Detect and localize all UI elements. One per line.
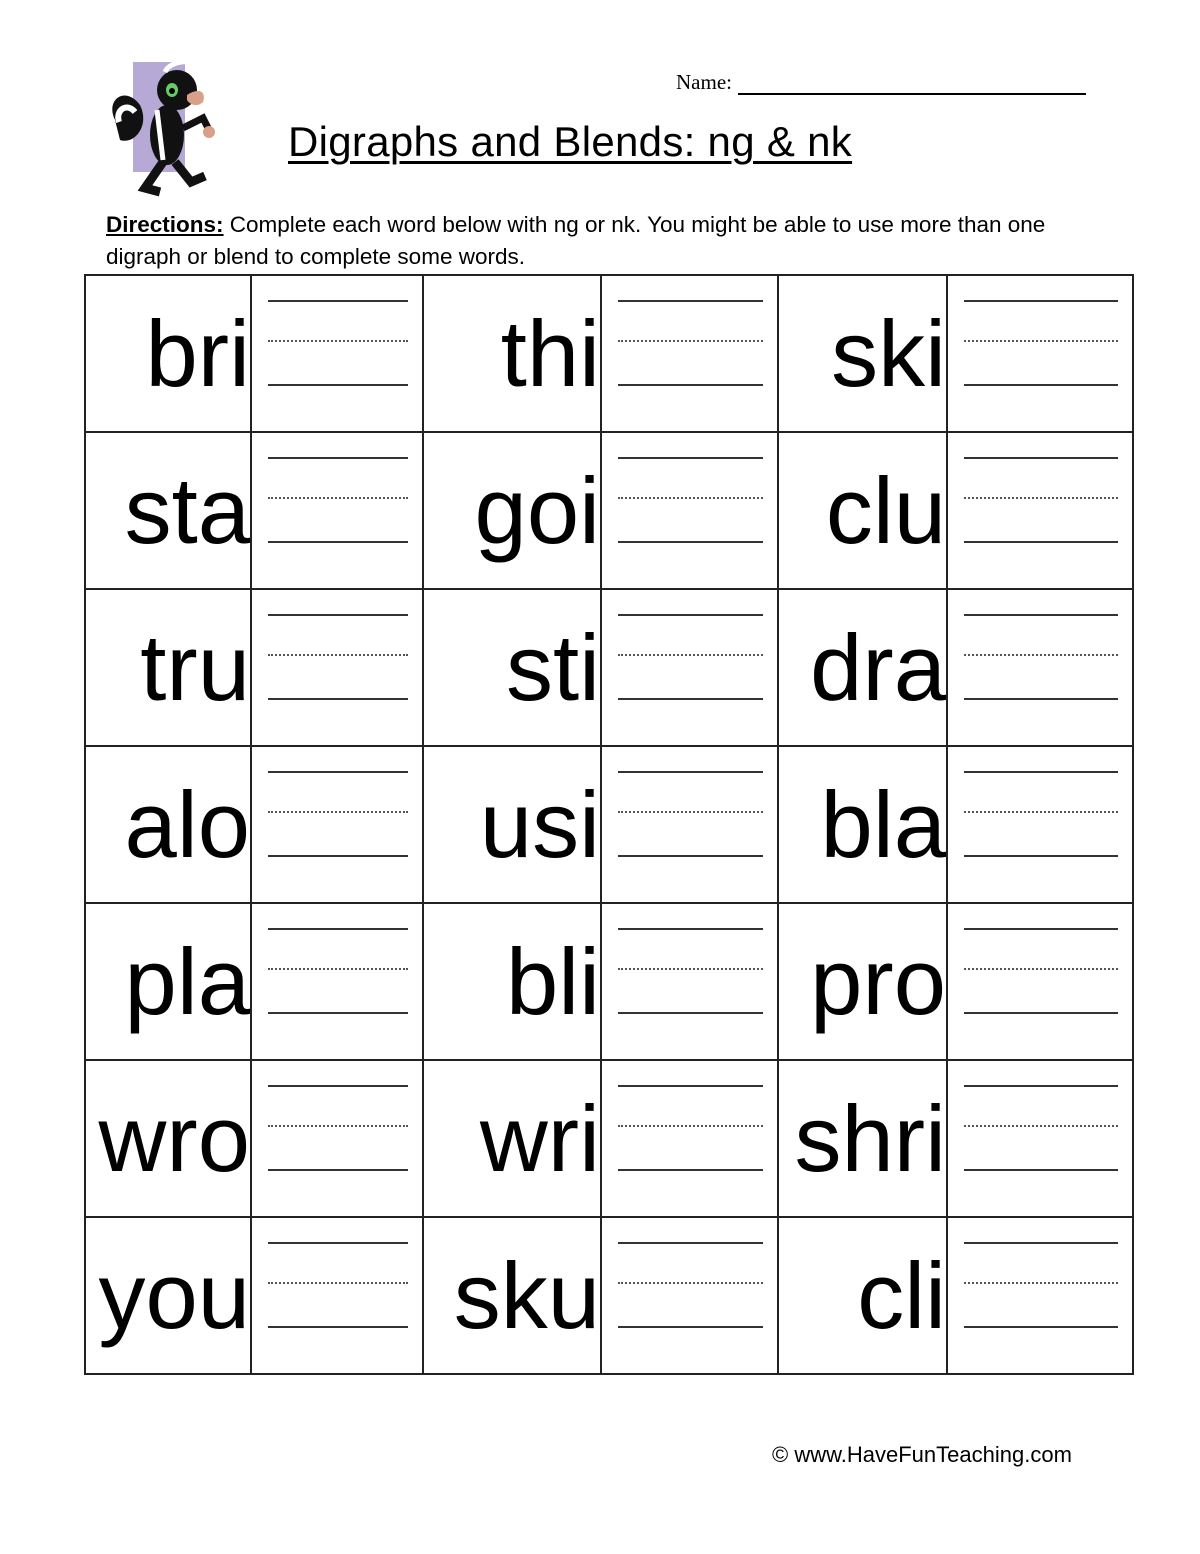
word-stem: goi (423, 432, 601, 589)
handwriting-lines (268, 614, 408, 700)
answer-box[interactable] (601, 1060, 778, 1217)
answer-box[interactable] (601, 1217, 778, 1374)
word-stem: bli (423, 903, 601, 1060)
word-stem: alo (85, 746, 251, 903)
answer-box[interactable] (947, 589, 1133, 746)
word-stem: bri (85, 275, 251, 432)
answer-box[interactable] (601, 432, 778, 589)
answer-box[interactable] (251, 1060, 423, 1217)
handwriting-lines (964, 457, 1118, 543)
answer-box[interactable] (251, 275, 423, 432)
word-stem: shri (778, 1060, 947, 1217)
word-stem: pla (85, 903, 251, 1060)
grid-row (85, 1217, 1133, 1374)
handwriting-lines (618, 614, 763, 700)
handwriting-lines (618, 300, 763, 386)
directions-label: Directions: (106, 212, 224, 237)
answer-box[interactable] (251, 903, 423, 1060)
answer-box[interactable] (947, 432, 1133, 589)
answer-box[interactable] (947, 1217, 1133, 1374)
handwriting-lines (964, 1242, 1118, 1328)
word-stem: wri (423, 1060, 601, 1217)
directions-text: Complete each word below with ng or nk. You might be able to use more than one digraph or blend to complete some words. (106, 212, 1046, 269)
word-stem: sku (423, 1217, 601, 1374)
page-title: Digraphs and Blends: ng & nk (288, 118, 853, 165)
name-label: Name: (676, 70, 732, 94)
directions (106, 209, 1116, 273)
answer-box[interactable] (251, 1217, 423, 1374)
handwriting-lines (618, 771, 763, 857)
word-stem: tru (85, 589, 251, 746)
handwriting-lines (268, 928, 408, 1014)
name-field (676, 70, 1086, 95)
answer-box[interactable] (601, 589, 778, 746)
handwriting-lines (964, 614, 1118, 700)
word-stem: sta (85, 432, 251, 589)
answer-box[interactable] (947, 903, 1133, 1060)
handwriting-lines (964, 771, 1118, 857)
answer-box[interactable] (251, 432, 423, 589)
grid-row (85, 275, 1133, 432)
handwriting-lines (964, 300, 1118, 386)
handwriting-lines (618, 928, 763, 1014)
handwriting-lines (268, 1242, 408, 1328)
answer-box[interactable] (601, 275, 778, 432)
answer-box[interactable] (251, 589, 423, 746)
name-blank-line[interactable] (738, 71, 1086, 95)
answer-box[interactable] (947, 275, 1133, 432)
grid-row (85, 432, 1133, 589)
answer-box[interactable] (947, 746, 1133, 903)
word-stem: thi (423, 275, 601, 432)
answer-box[interactable] (601, 746, 778, 903)
handwriting-lines (618, 457, 763, 543)
grid-row (85, 746, 1133, 903)
handwriting-lines (964, 1085, 1118, 1171)
word-stem: dra (778, 589, 947, 746)
handwriting-lines (268, 457, 408, 543)
answer-box[interactable] (251, 746, 423, 903)
grid-row (85, 903, 1133, 1060)
copyright-footer: © www.HaveFunTeaching.com (772, 1442, 1072, 1467)
answer-box[interactable] (601, 903, 778, 1060)
word-stem: pro (778, 903, 947, 1060)
handwriting-lines (268, 771, 408, 857)
word-stem: cli (778, 1217, 947, 1374)
word-stem: clu (778, 432, 947, 589)
answer-box[interactable] (947, 1060, 1133, 1217)
word-grid (84, 274, 1134, 1375)
handwriting-lines (268, 1085, 408, 1171)
handwriting-lines (618, 1085, 763, 1171)
grid-row (85, 1060, 1133, 1217)
word-stem: sti (423, 589, 601, 746)
handwriting-lines (268, 300, 408, 386)
word-stem: ski (778, 275, 947, 432)
skunk-mascot-icon (105, 50, 230, 200)
handwriting-lines (618, 1242, 763, 1328)
word-stem: usi (423, 746, 601, 903)
grid-row (85, 589, 1133, 746)
word-stem: you (85, 1217, 251, 1374)
handwriting-lines (964, 928, 1118, 1014)
word-stem: bla (778, 746, 947, 903)
word-stem: wro (85, 1060, 251, 1217)
